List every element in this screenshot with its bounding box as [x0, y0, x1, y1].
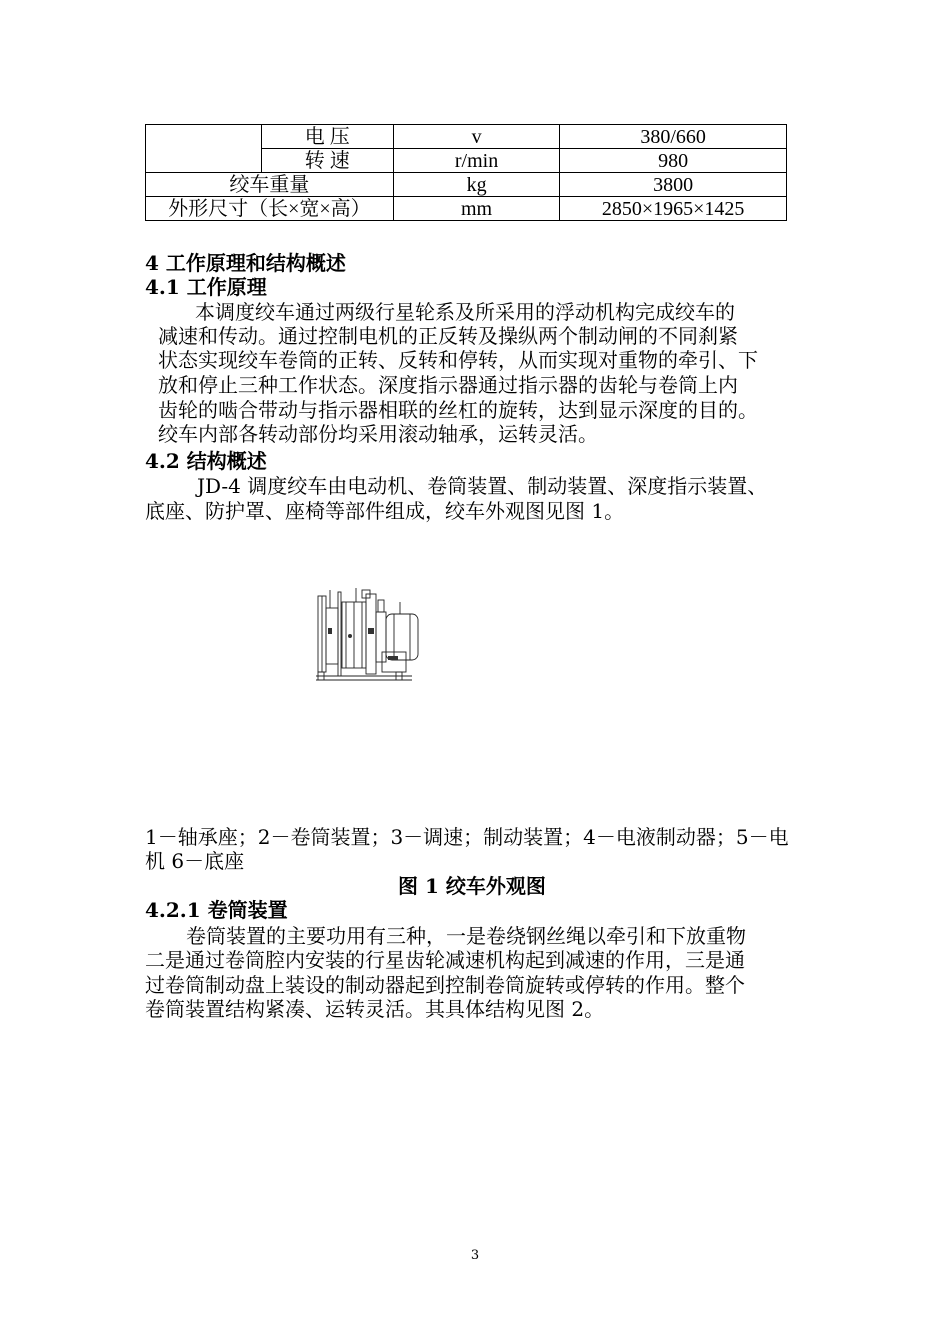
paragraph-line: 本调度绞车通过两级行星轮系及所采用的浮动机构完成绞车的 — [195, 300, 735, 324]
paragraph-line: 卷筒装置结构紧凑、运转灵活。其具体结构见图 2。 — [145, 997, 605, 1021]
paragraph-line: 绞车内部各转动部份均采用滚动轴承，运转灵活。 — [158, 422, 598, 446]
table-cell-label: 外形尺寸（长×宽×高） — [146, 197, 394, 221]
paragraph-line: 卷筒装置的主要功用有三种，一是卷绕钢丝绳以牵引和下放重物 — [186, 924, 746, 948]
section-heading: 4 工作原理和结构概述 — [145, 251, 346, 275]
paragraph-line: 状态实现绞车卷筒的正转、反转和停转，从而实现对重物的牵引、下 — [158, 348, 758, 372]
table-cell-unit: r/min — [393, 149, 560, 173]
subsection-heading: 4.2.1 卷筒装置 — [145, 898, 288, 922]
table-cell-label: 绞车重量 — [146, 173, 394, 197]
figure-caption-line: 机 6－底座 — [145, 849, 245, 873]
paragraph-line: 齿轮的啮合带动与指示器相联的丝杠的旋转，达到显示深度的目的。 — [158, 398, 758, 422]
table-cell-empty — [146, 125, 262, 173]
table-row — [146, 173, 787, 197]
table-cell-unit: v — [393, 125, 560, 149]
table-cell-label: 转 速 — [261, 149, 393, 173]
table-cell-value: 2850×1965×1425 — [560, 197, 787, 221]
table-cell-unit: kg — [393, 173, 560, 197]
subsection-heading: 4.2 结构概述 — [145, 449, 267, 473]
table-cell-label: 电 压 — [261, 125, 393, 149]
paragraph-line: 放和停止三种工作状态。深度指示器通过指示器的齿轮与卷筒上内 — [158, 373, 738, 397]
paragraph-line: 减速和传动。通过控制电机的正反转及操纵两个制动闸的不同刹紧 — [158, 324, 738, 348]
table-cell-unit: mm — [393, 197, 560, 221]
table-cell-value: 980 — [560, 149, 787, 173]
winch-drawing — [316, 588, 426, 684]
subsection-heading: 4.1 工作原理 — [145, 275, 267, 299]
table-cell-value: 3800 — [560, 173, 787, 197]
figure-caption-line: 1－轴承座；2－卷筒装置；3－调速；制动装置；4－电液制动器；5－电 — [145, 825, 789, 849]
page-number: 3 — [470, 1248, 480, 1263]
table-cell-value: 380/660 — [560, 125, 787, 149]
table-row — [146, 197, 787, 221]
spec-table — [145, 124, 787, 221]
paragraph-line: 二是通过卷筒腔内安装的行星齿轮减速机构起到减速的作用，三是通 — [145, 948, 745, 972]
figure-title: 图 1 绞车外观图 — [398, 874, 546, 898]
paragraph-line: JD-4 调度绞车由电动机、卷筒装置、制动装置、深度指示装置、 — [197, 474, 768, 498]
paragraph-line: 底座、防护罩、座椅等部件组成，绞车外观图见图 1。 — [145, 499, 625, 523]
paragraph-line: 过卷筒制动盘上装设的制动器起到控制卷筒旋转或停转的作用。整个 — [145, 973, 745, 997]
table-row — [146, 125, 787, 149]
